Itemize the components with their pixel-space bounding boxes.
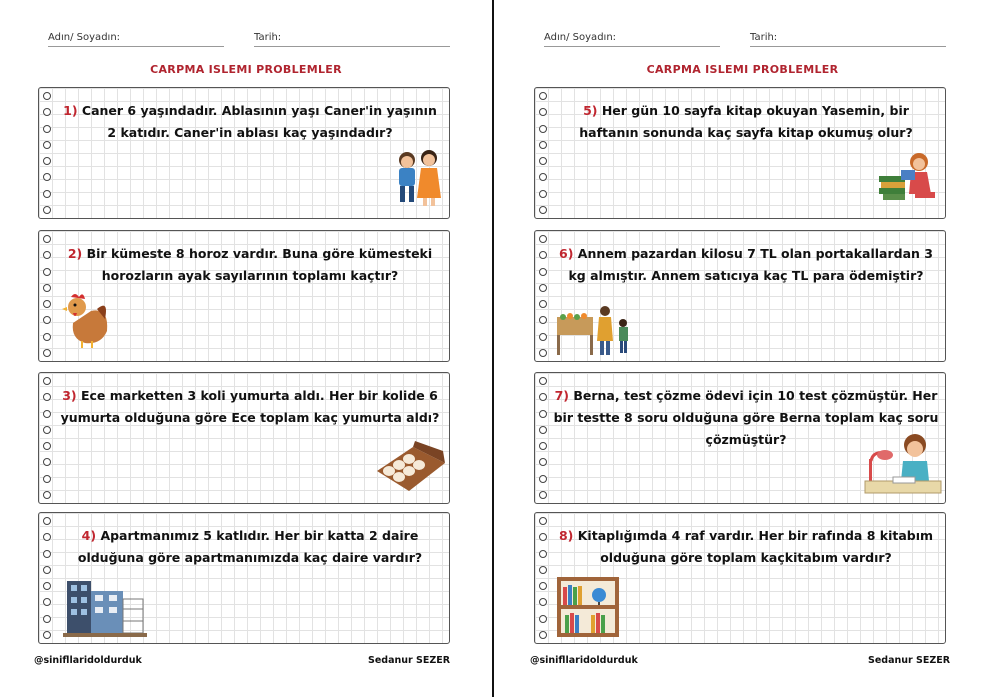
children-icon — [391, 148, 445, 210]
name-field — [544, 32, 720, 47]
binder-holes — [43, 92, 51, 214]
binder-holes — [539, 235, 547, 357]
name-label: Adın/ Soyadın: — [544, 32, 617, 43]
question-card-1 — [38, 87, 450, 219]
date-field — [254, 32, 450, 47]
building-icon — [63, 577, 147, 637]
date-label: Tarih: — [750, 32, 778, 43]
right-page — [496, 0, 989, 697]
question-text: 2) Bir kümeste 8 horoz vardır. Buna göre kümesteki horozların ayak sayılarının toplamı kaçtır? — [67, 246, 433, 283]
question-card-3 — [38, 372, 450, 504]
question-text: 7) Berna, test çözme ödevi için 10 test çözmüştür. Her bir testte 8 soru olduğuna göre Berna toplam kaç soru çözmüştür? — [553, 388, 939, 447]
page-divider — [492, 0, 494, 697]
date-field — [750, 32, 946, 47]
footer-author: Sedanur SEZER — [868, 655, 951, 666]
binder-holes — [539, 517, 547, 639]
page-title: CARPMA ISLEMI PROBLEMLER — [646, 63, 839, 76]
binder-holes — [539, 92, 547, 214]
left-page — [0, 0, 492, 697]
question-text: 6) Annem pazardan kilosu 7 TL olan portakallardan 3 kg almıştır. Annem satıcıya kaç TL para ödemiştir? — [559, 246, 933, 283]
question-text: 3) Ece marketten 3 koli yumurta aldı. Her bir kolide 6 yumurta olduğuna göre Ece toplam kaç yumurta aldı? — [60, 388, 440, 425]
question-text: 5) Her gün 10 sayfa kitap okuyan Yasemin, bir haftanın sonunda kaç sayfa kitap okumuş olur? — [579, 103, 913, 140]
bookshelf-icon — [557, 577, 619, 637]
binder-holes — [43, 235, 51, 357]
question-text: 4) Apartmanımız 5 katlıdır. Her bir katta 2 daire olduğuna göre apartmanımızda kaç daire vardır? — [77, 528, 423, 565]
binder-holes — [43, 517, 51, 639]
question-text: 8) Kitaplığımda 4 raf vardır. Her bir rafında 8 kitabım olduğuna göre toplam kaçkitabım vardır? — [558, 528, 934, 565]
binder-holes — [43, 377, 51, 499]
market-stall-icon — [555, 303, 635, 357]
question-card-2 — [38, 230, 450, 362]
reading-girl-icon — [875, 148, 941, 210]
footer-handle: @sinifllaridoldurduk — [530, 655, 638, 666]
question-card-6 — [534, 230, 946, 362]
egg-carton-icon — [373, 441, 447, 495]
binder-holes — [539, 377, 547, 499]
question-card-7 — [534, 372, 946, 504]
name-label: Adın/ Soyadın: — [48, 32, 121, 43]
footer-author: Sedanur SEZER — [368, 655, 451, 666]
question-text: 1) Caner 6 yaşındadır. Ablasının yaşı Caner'in yaşının 2 katıdır. Caner'in ablası kaç yaşındadır? — [63, 103, 437, 140]
name-field — [48, 32, 224, 47]
rooster-icon — [61, 291, 111, 349]
question-card-5 — [534, 87, 946, 219]
date-label: Tarih: — [254, 32, 282, 43]
page-title: CARPMA ISLEMI PROBLEMLER — [150, 63, 342, 76]
studying-girl-icon — [863, 431, 943, 497]
footer-handle: @sinifllaridoldurduk — [34, 655, 142, 666]
question-card-8 — [534, 512, 946, 644]
question-card-4 — [38, 512, 450, 644]
